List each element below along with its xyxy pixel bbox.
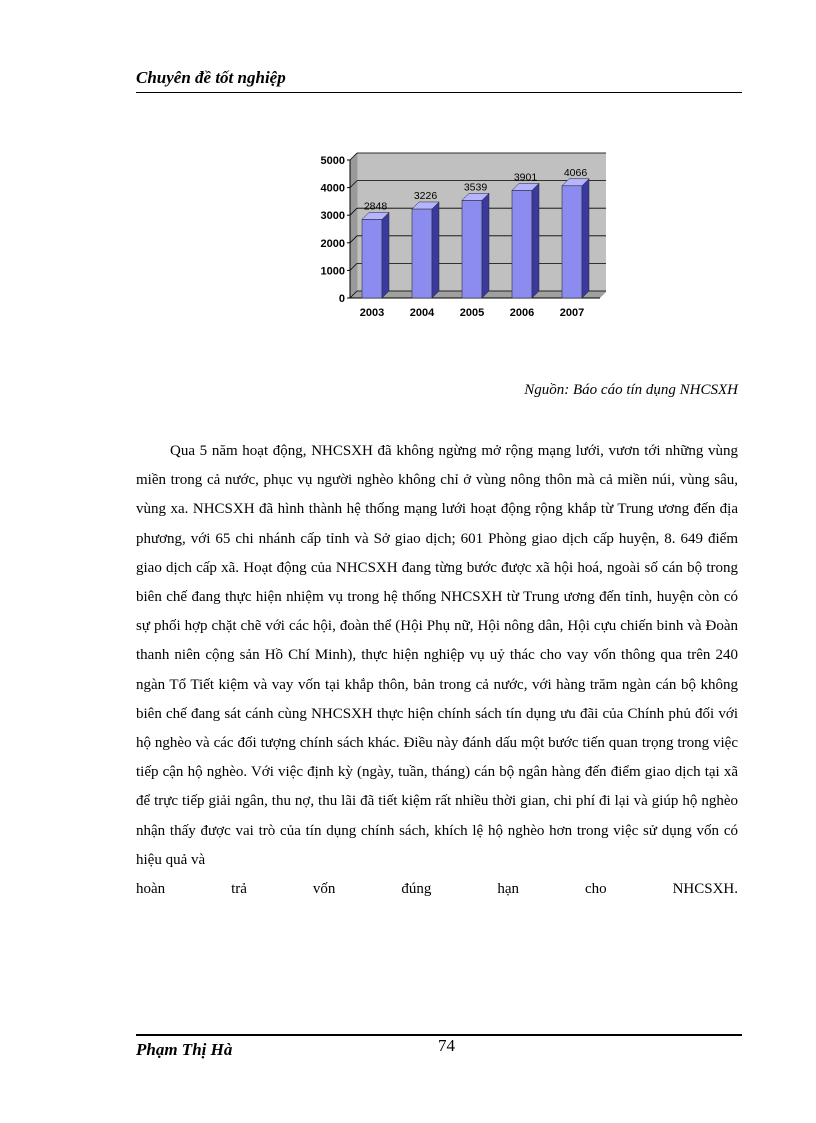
footer-author: Phạm Thị Hà [136,1040,233,1059]
last-line-word: đúng [401,881,432,898]
bar [362,219,382,298]
data-label: 4066 [563,166,588,179]
y-tick-label: 3000 [320,210,345,223]
bar [512,190,532,298]
body-paragraph [136,437,738,904]
paragraph-text: Qua 5 năm hoạt động, NHCSXH đã không ngừng mở rộng mạng lưới, vươn tới những vùng miền trong cả nước, phục vụ người nghèo không chỉ ở vùng nông thôn mà cả miền núi, vùng sâu, vùng xa. NHCSXH đã hình thành hệ thống mạng lưới hoạt động rộng khắp từ Trung ương đến địa phương, với 65 chi nhánh cấp tỉnh và Sở giao dịch; 601 Phòng giao dịch cấp huyện, 8. 649 điểm giao dịch cấp xã. Hoạt động của NHCSXH đang từng bước được xã hội hoá, ngoài số cán bộ trong biên chế đang thực hiện nhiệm vụ trong hệ thống NHCSXH từ Trung ương đến tỉnh, huyện còn có sự phối hợp chặt chẽ với các hội, đoàn thể (Hội Phụ nữ, Hội nông dân, Hội cựu chiến binh và Đoàn thanh niên cộng sản Hồ Chí Minh), thực hiện nghiệp vụ uỷ thác cho vay vốn thông qua trên 240 ngàn Tổ Tiết kiệm và vay vốn tại khắp thôn, bản trong cả nước, với hàng trăm ngàn cán bộ không biên chế đang sát cánh cùng NHCSXH thực hiện chính sách tín dụng ưu đãi của Chính phủ đối với hộ nghèo và các đối tượng chính sách khác. Điều này đánh dấu một bước tiến quan trọng trong việc tiếp cận hộ nghèo. Với việc định kỳ (ngày, tuần, tháng) cán bộ ngân hàng đến điểm giao dịch tại xã để trực tiếp giải ngân, thu nợ, thu lãi đã tiết kiệm rất nhiều thời gian, chi phí đi lại và giúp hộ nghèo nhận thấy được vai trò của tín dụng chính sách, khích lệ hộ nghèo hơn trong việc sử dụng vốn có hiệu quả và [136,443,738,868]
paragraph-last-line [136,875,738,904]
bar-side [582,179,589,298]
x-tick-label: 2004 [409,307,435,319]
y-tick-label: 4000 [320,182,345,195]
bar-side [482,193,489,298]
x-tick-label: 2005 [459,307,485,319]
x-tick-label: 2006 [509,307,535,319]
page-number: 74 [438,1036,455,1055]
data-label: 3226 [413,189,438,202]
bar [462,200,482,298]
header-divider [136,92,742,93]
last-line-word: hoàn [136,881,166,898]
bar-side [432,202,439,298]
last-line-word: hạn [497,881,519,898]
bar-side [532,183,539,298]
data-label: 3539 [463,181,488,194]
x-tick-label: 2003 [359,307,385,319]
y-tick-label: 5000 [320,155,345,167]
document-header-title: Chuyên đề tốt nghiệp [136,68,286,87]
bar [412,209,432,298]
y-tick-label: 2000 [320,237,345,250]
last-line-word: cho [584,881,607,898]
chart-source-note: Nguồn: Báo cáo tín dụng NHCSXH [524,382,738,398]
data-label: 3901 [513,171,538,184]
last-line-word: vốn [312,881,336,898]
chart-side-wall [350,153,357,298]
last-line-word: NHCSXH. [672,881,738,898]
last-line-word: trả [231,881,247,898]
bar-chart [306,148,606,328]
bar-side [382,212,389,298]
y-tick-label: 1000 [320,265,345,278]
bar [562,186,582,298]
y-tick-label: 0 [338,293,345,305]
data-label: 2848 [363,200,388,213]
x-tick-label: 2007 [559,307,585,319]
